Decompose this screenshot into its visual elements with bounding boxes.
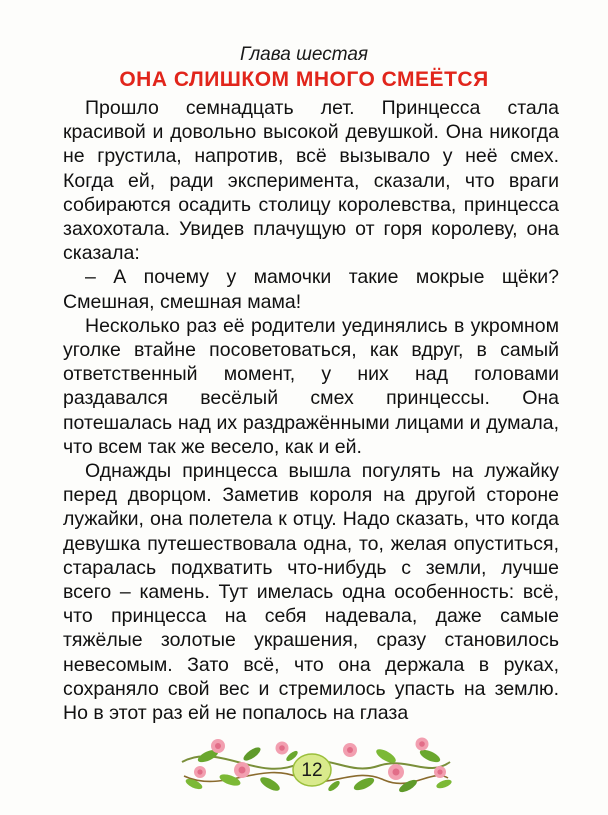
page-number: 12: [301, 760, 323, 781]
paragraph-1: Прошло семнадцать лет. Принцесса стала красивой и довольно высокой девушкой. Она никогда не грустила, напротив, всё вызывало у неё смех. Когда ей, ради эксперимента, сказали, что враги собираются осадить столицу королевства, принцесса захохотала. Увидев плачущую от горя королеву, она сказала:: [63, 97, 559, 265]
paragraph-2: – А почему у мамочки такие мокрые щёки? Смешная, смешная мама!: [63, 266, 559, 313]
chapter-label: Глава шестая: [239, 44, 369, 65]
paragraph-4: Однажды принцесса вышла погулять на лужайку перед дворцом. Заметив короля на другой стороне лужайки, она полетела к отцу. Надо сказать, что когда девушка путешествовала одна, то, желая опуститься, старалась подхватить что-нибудь с земли, лучше всего – камень. Тут имелась одна особенность: всё, что принцесса на себя надевала, даже самые тяжёлые золотые украшения, сразу становилось невесомым. Зато всё, что она держала в руках, сохраняло свой вес и стремилось упасть на землю. Но в этот раз ей не попалось на глаза: [63, 460, 559, 725]
chapter-title: ОНА СЛИШКОМ МНОГО СМЕЁТСЯ: [119, 68, 489, 91]
body-text: [63, 96, 559, 725]
paragraph-3: Несколько раз её родители уединялись в укромном уголке втайне посоветоваться, как вдруг, в самый ответственный момент, у них над головами раздавался весёлый смех принцессы. Она потешалась над их раздражёнными лицами и думала, что всем так же весело, как и ей.: [63, 314, 559, 458]
